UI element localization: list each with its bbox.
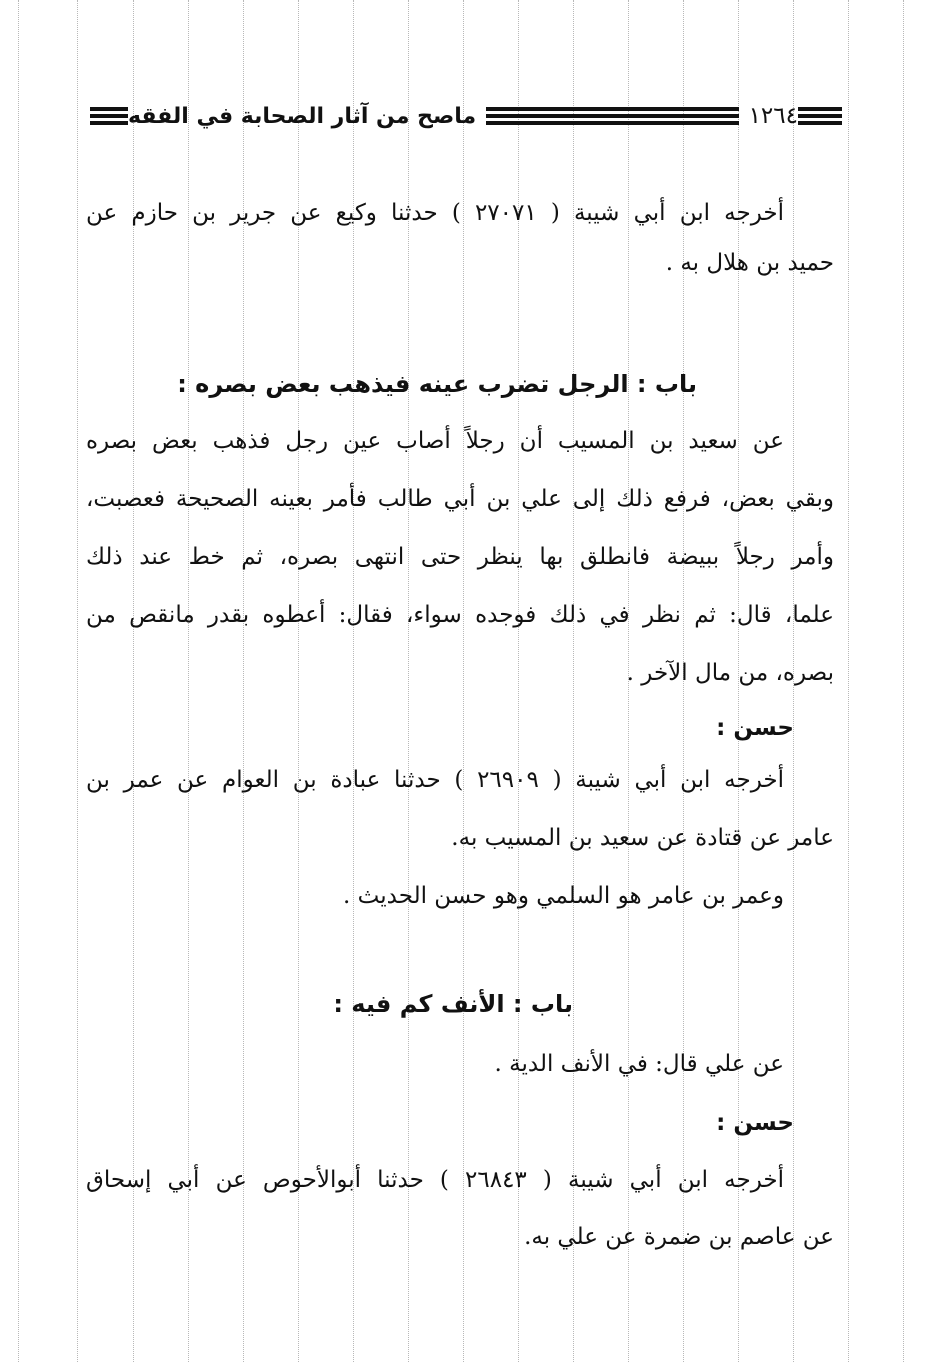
section-heading: باب : الأنف كم فيه : (333, 990, 573, 1018)
text-line: حميد بن هلال به . (665, 250, 834, 276)
text-line: عن علي قال: في الأنف الدية . (494, 1051, 784, 1077)
text-line: أخرجه ابن أبي شيبة ( ٢٧٠٧١ ) حدثنا وكيع عن جرير بن حازم عن (86, 200, 784, 226)
grade-label: حسن : (716, 715, 794, 741)
text-line: بصره، من مال الآخر . (626, 660, 834, 686)
grade-block (86, 1103, 834, 1143)
text-line: عن سعيد بن المسيب أن رجلاً أصاب عين رجل فذهب بعض بصره (86, 428, 784, 454)
text-line: عن عاصم بن ضمرة عن علي به. (524, 1224, 834, 1250)
grade-label: حسن : (716, 1110, 794, 1136)
page-number: ١٢٦٤ (748, 103, 798, 129)
text-line: علما، قال: ثم نظر في ذلك فوجده سواء، فقال: أعطوه بقدر مانقص من (86, 602, 834, 628)
text-line: أخرجه ابن أبي شيبة ( ٢٦٨٤٣ ) حدثنا أبوالأحوص عن أبي إسحاق (86, 1167, 784, 1193)
running-header (82, 96, 850, 136)
intro-paragraph (86, 193, 834, 283)
text-line: أخرجه ابن أبي شيبة ( ٢٦٩٠٩ ) حدثنا عبادة بن العوام عن عمر بن (86, 767, 784, 793)
header-rule-right (798, 105, 842, 127)
book-title: ماصح من آثار الصحابة في الفقه (128, 103, 477, 129)
header-rule-middle (486, 105, 738, 127)
text-line: وبقي بعض، فرفع ذلك إلى علي بن أبي طالب فأمر بعينه الصحيحة فعصبت، (86, 486, 834, 512)
header-rule-left (90, 105, 128, 127)
section-heading: باب : الرجل تضرب عينه فيذهب بعض بصره : (177, 370, 697, 398)
grade-block (86, 708, 834, 748)
text-line: وأمر رجلاً ببيضة فانطلق بها ينظر حتى انتهى بصره، ثم خط عند ذلك (86, 544, 834, 570)
text-line: عامر عن قتادة عن سعيد بن المسيب به. (451, 825, 834, 851)
text-line: وعمر بن عامر هو السلمي وهو حسن الحديث . (343, 883, 784, 909)
takhrij-paragraph (86, 760, 834, 920)
narration-paragraph (86, 421, 834, 691)
narration-paragraph (86, 1044, 834, 1084)
takhrij-paragraph (86, 1160, 834, 1260)
